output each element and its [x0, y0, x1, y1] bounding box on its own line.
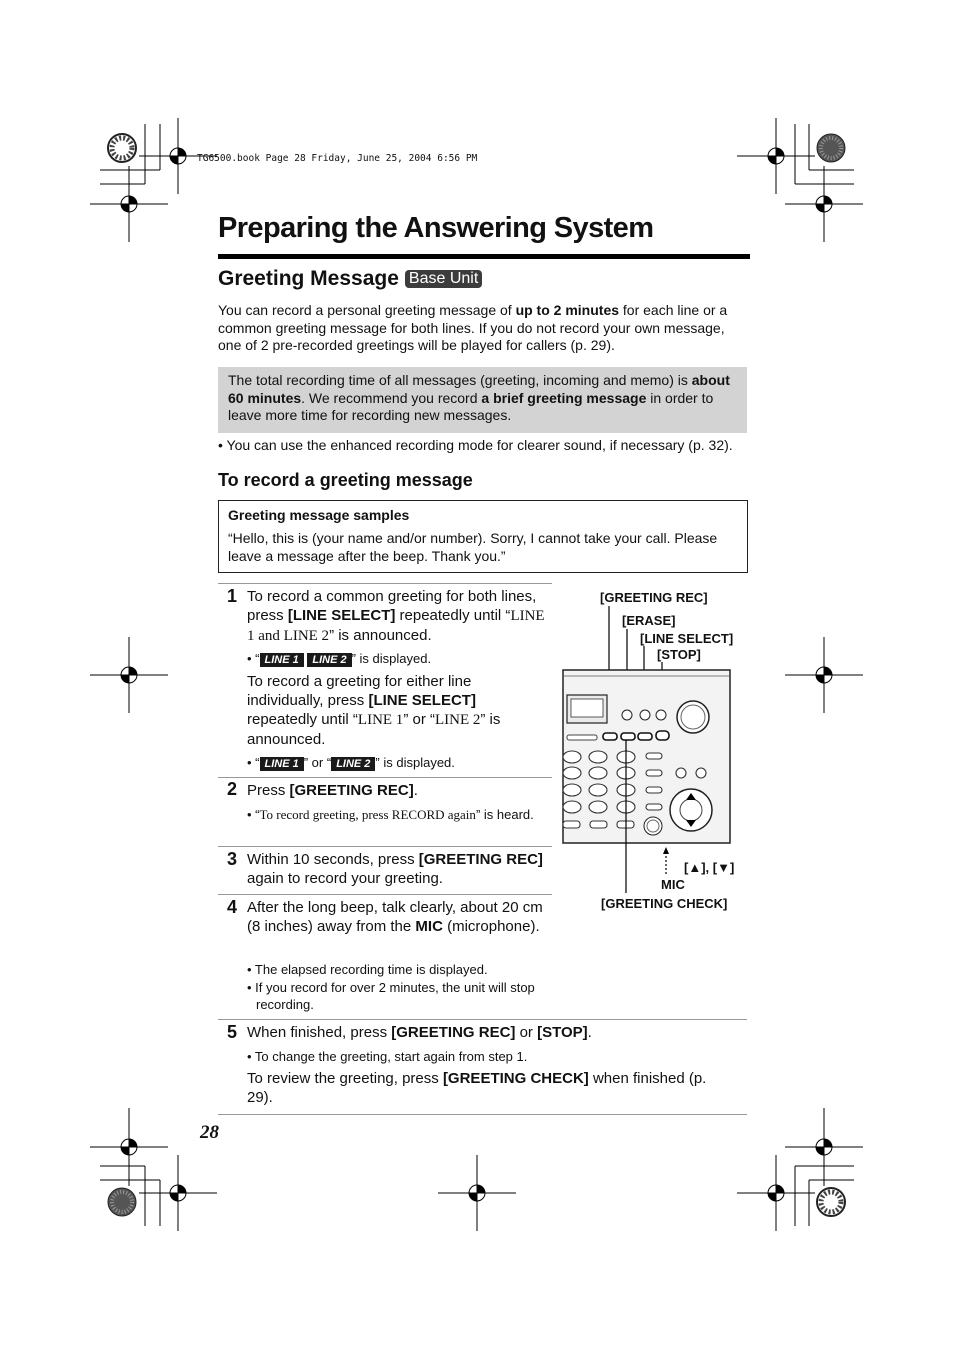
step-3-text: Within 10 seconds, press [GREETING REC] again to record your greeting.: [247, 851, 543, 887]
step-divider: [218, 894, 552, 895]
step-1-text: To record a common greeting for both lines, press [LINE SELECT] repeatedly until “LINE 1 and LINE 2” is announced.: [247, 588, 545, 644]
samples-text: “Hello, this is (your name and/or number). Sorry, I cannot take your call. Please leave a message after the beep. Thank you.”: [228, 530, 718, 564]
note-text: The total recording time of all messages (greeting, incoming and memo) is about 60 minutes. We recommend you record a brief greeting message in order to leave more time for recording new messages.: [228, 372, 730, 423]
step-4-text: After the long beep, talk clearly, about 20 cm (8 inches) away from the MIC (microphone).: [247, 899, 543, 935]
step-divider: [218, 1019, 747, 1020]
step-number: 5: [227, 1022, 238, 1042]
intro-paragraph: You can record a personal greeting message of up to 2 minutes for each line or a common greeting message for both lines. If you do not record your own message, one of 2 pre-recorded greetings will be played for callers (p. 29).: [218, 302, 728, 353]
display-chip: LINE 2: [307, 653, 351, 667]
file-header-info: TG6500.book Page 28 Friday, June 25, 2004 6:56 PM: [197, 153, 478, 164]
step-number: 3: [227, 849, 238, 869]
label-line-select: [LINE SELECT]: [640, 631, 734, 646]
label-arrows: [▲], [▼]: [684, 860, 735, 875]
step-number: 2: [227, 779, 238, 799]
step-1-bullet-display-2: • “ LINE 1 ” or “ LINE 2 ” is displayed.: [247, 755, 455, 770]
page-number: 28: [200, 1122, 219, 1143]
step-number: 4: [227, 897, 238, 917]
samples-box: [218, 500, 748, 573]
step-divider: [218, 846, 552, 847]
display-chip: LINE 1: [260, 757, 304, 771]
label-stop: [STOP]: [657, 647, 701, 662]
label-mic: MIC: [661, 877, 685, 892]
enhanced-mode-bullet: • You can use the enhanced recording mode for clearer sound, if necessary (p. 32).: [218, 437, 733, 453]
step-1-bullet-display: • “ LINE 1 LINE 2 ” is displayed.: [247, 651, 432, 666]
base-unit-illustration: [555, 600, 740, 900]
step-2-bullet: • “To record greeting, press RECORD again” is heard.: [247, 807, 534, 822]
review-text: To review the greeting, press [GREETING CHECK] when finished (p. 29).: [247, 1070, 707, 1106]
base-unit-badge: Base Unit: [405, 270, 482, 288]
title-rule: [218, 254, 750, 259]
samples-title: Greeting message samples: [228, 507, 410, 523]
step-2-text: Press [GREETING REC].: [247, 782, 418, 799]
step-number: 1: [227, 586, 238, 606]
subheading: To record a greeting message: [218, 470, 473, 490]
display-chip: LINE 2: [331, 757, 375, 771]
step-5-bullet: • To change the greeting, start again from step 1.: [247, 1049, 528, 1064]
label-greeting-check: [GREETING CHECK]: [601, 896, 728, 911]
step-5-text: When finished, press [GREETING REC] or [STOP].: [247, 1024, 592, 1041]
page-title: Preparing the Answering System: [218, 212, 654, 244]
display-chip: LINE 1: [260, 653, 304, 667]
step-4-bullet: • If you record for over 2 minutes, the unit will stop recording.: [247, 980, 535, 1012]
section-heading: [218, 267, 482, 291]
step-4-bullet: • The elapsed recording time is displayed.: [247, 962, 488, 977]
step-1-individual-text: To record a greeting for either line individually, press [LINE SELECT] repeatedly until “LINE 1” or “LINE 2” is announced.: [247, 673, 501, 748]
step-divider: [218, 583, 552, 584]
section-heading-text: Greeting Message: [218, 267, 399, 290]
step-divider: [218, 777, 552, 778]
step-divider: [218, 1114, 747, 1115]
label-greeting-rec: [GREETING REC]: [600, 590, 708, 605]
label-erase: [ERASE]: [622, 613, 676, 628]
